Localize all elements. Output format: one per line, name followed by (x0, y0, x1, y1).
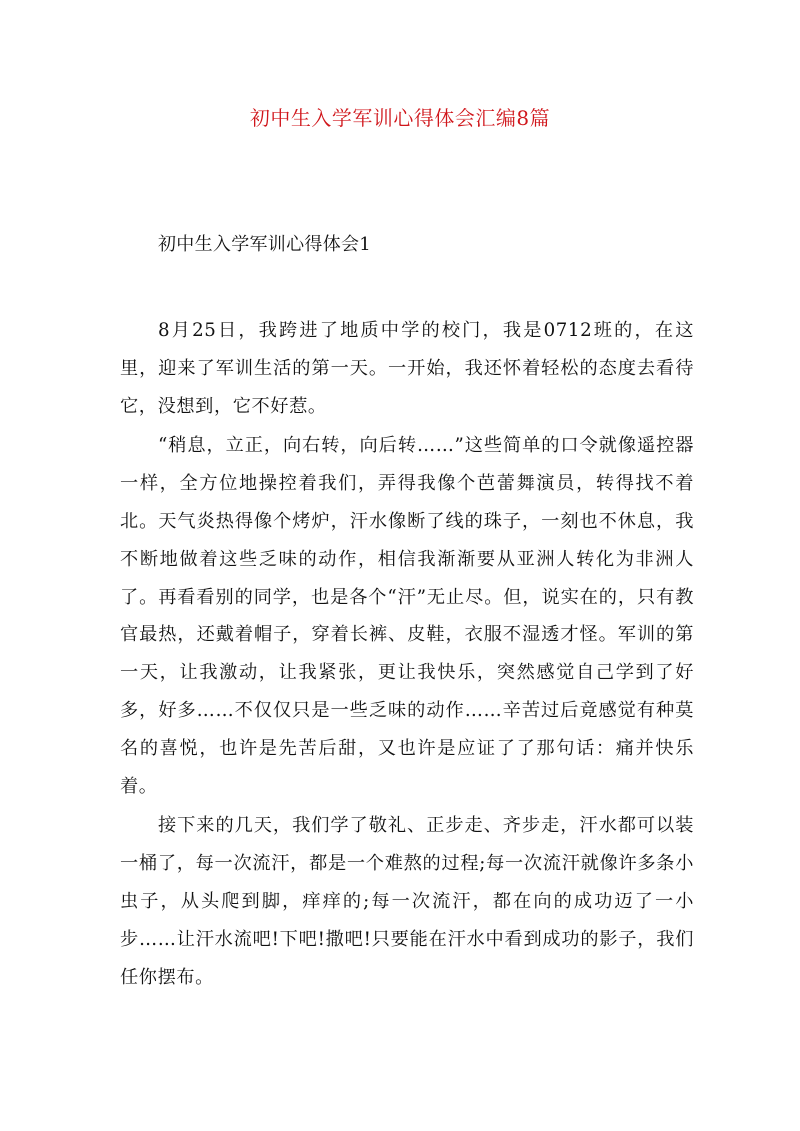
section-heading: 初中生入学军训心得体会1 (158, 234, 372, 255)
paragraph-1: 8月25日，我跨进了地质中学的校门，我是0712班的，在这里，迎来了军训生活的第一天。一开始，我还怀着轻松的态度去看待它，没想到，它不好惹。 (120, 320, 694, 417)
paragraph-3: 接下来的几天，我们学了敬礼、正步走、齐步走，汗水都可以装一桶了，每一次流汗，都是一个难熬的过程;每一次流汗就像许多条小虫子，从头爬到脚，痒痒的;每一次流汗，都在向的成功迈了一小步……让汗水流吧!下吧!撒吧!只要能在汗水中看到成功的影子，我们任你摆布。 (120, 815, 694, 988)
document-body (120, 312, 694, 996)
paragraph-2: “稍息，立正，向右转，向后转……”这些简单的口令就像遥控器一样，全方位地操控着我们，弄得我像个芭蕾舞演员，转得找不着北。天气炎热得像个烤炉，汗水像断了线的珠子，一刻也不休息，我不断地做着这些乏味的动作，相信我渐渐要从亚洲人转化为非洲人了。再看看别的同学，也是各个“汗”无止尽。但，说实在的，只有教官最热，还戴着帽子，穿着长裤、皮鞋，衣服不湿透才怪。军训的第一天，让我激动，让我紧张，更让我快乐，突然感觉自己学到了好多，好多……不仅仅只是一些乏味的动作……辛苦过后竟感觉有种莫名的喜悦，也许是先苦后甜，又也许是应证了了那句话：痛并快乐着。 (120, 435, 694, 797)
document-title: 初中生入学军训心得体会汇编8篇 (249, 106, 551, 130)
